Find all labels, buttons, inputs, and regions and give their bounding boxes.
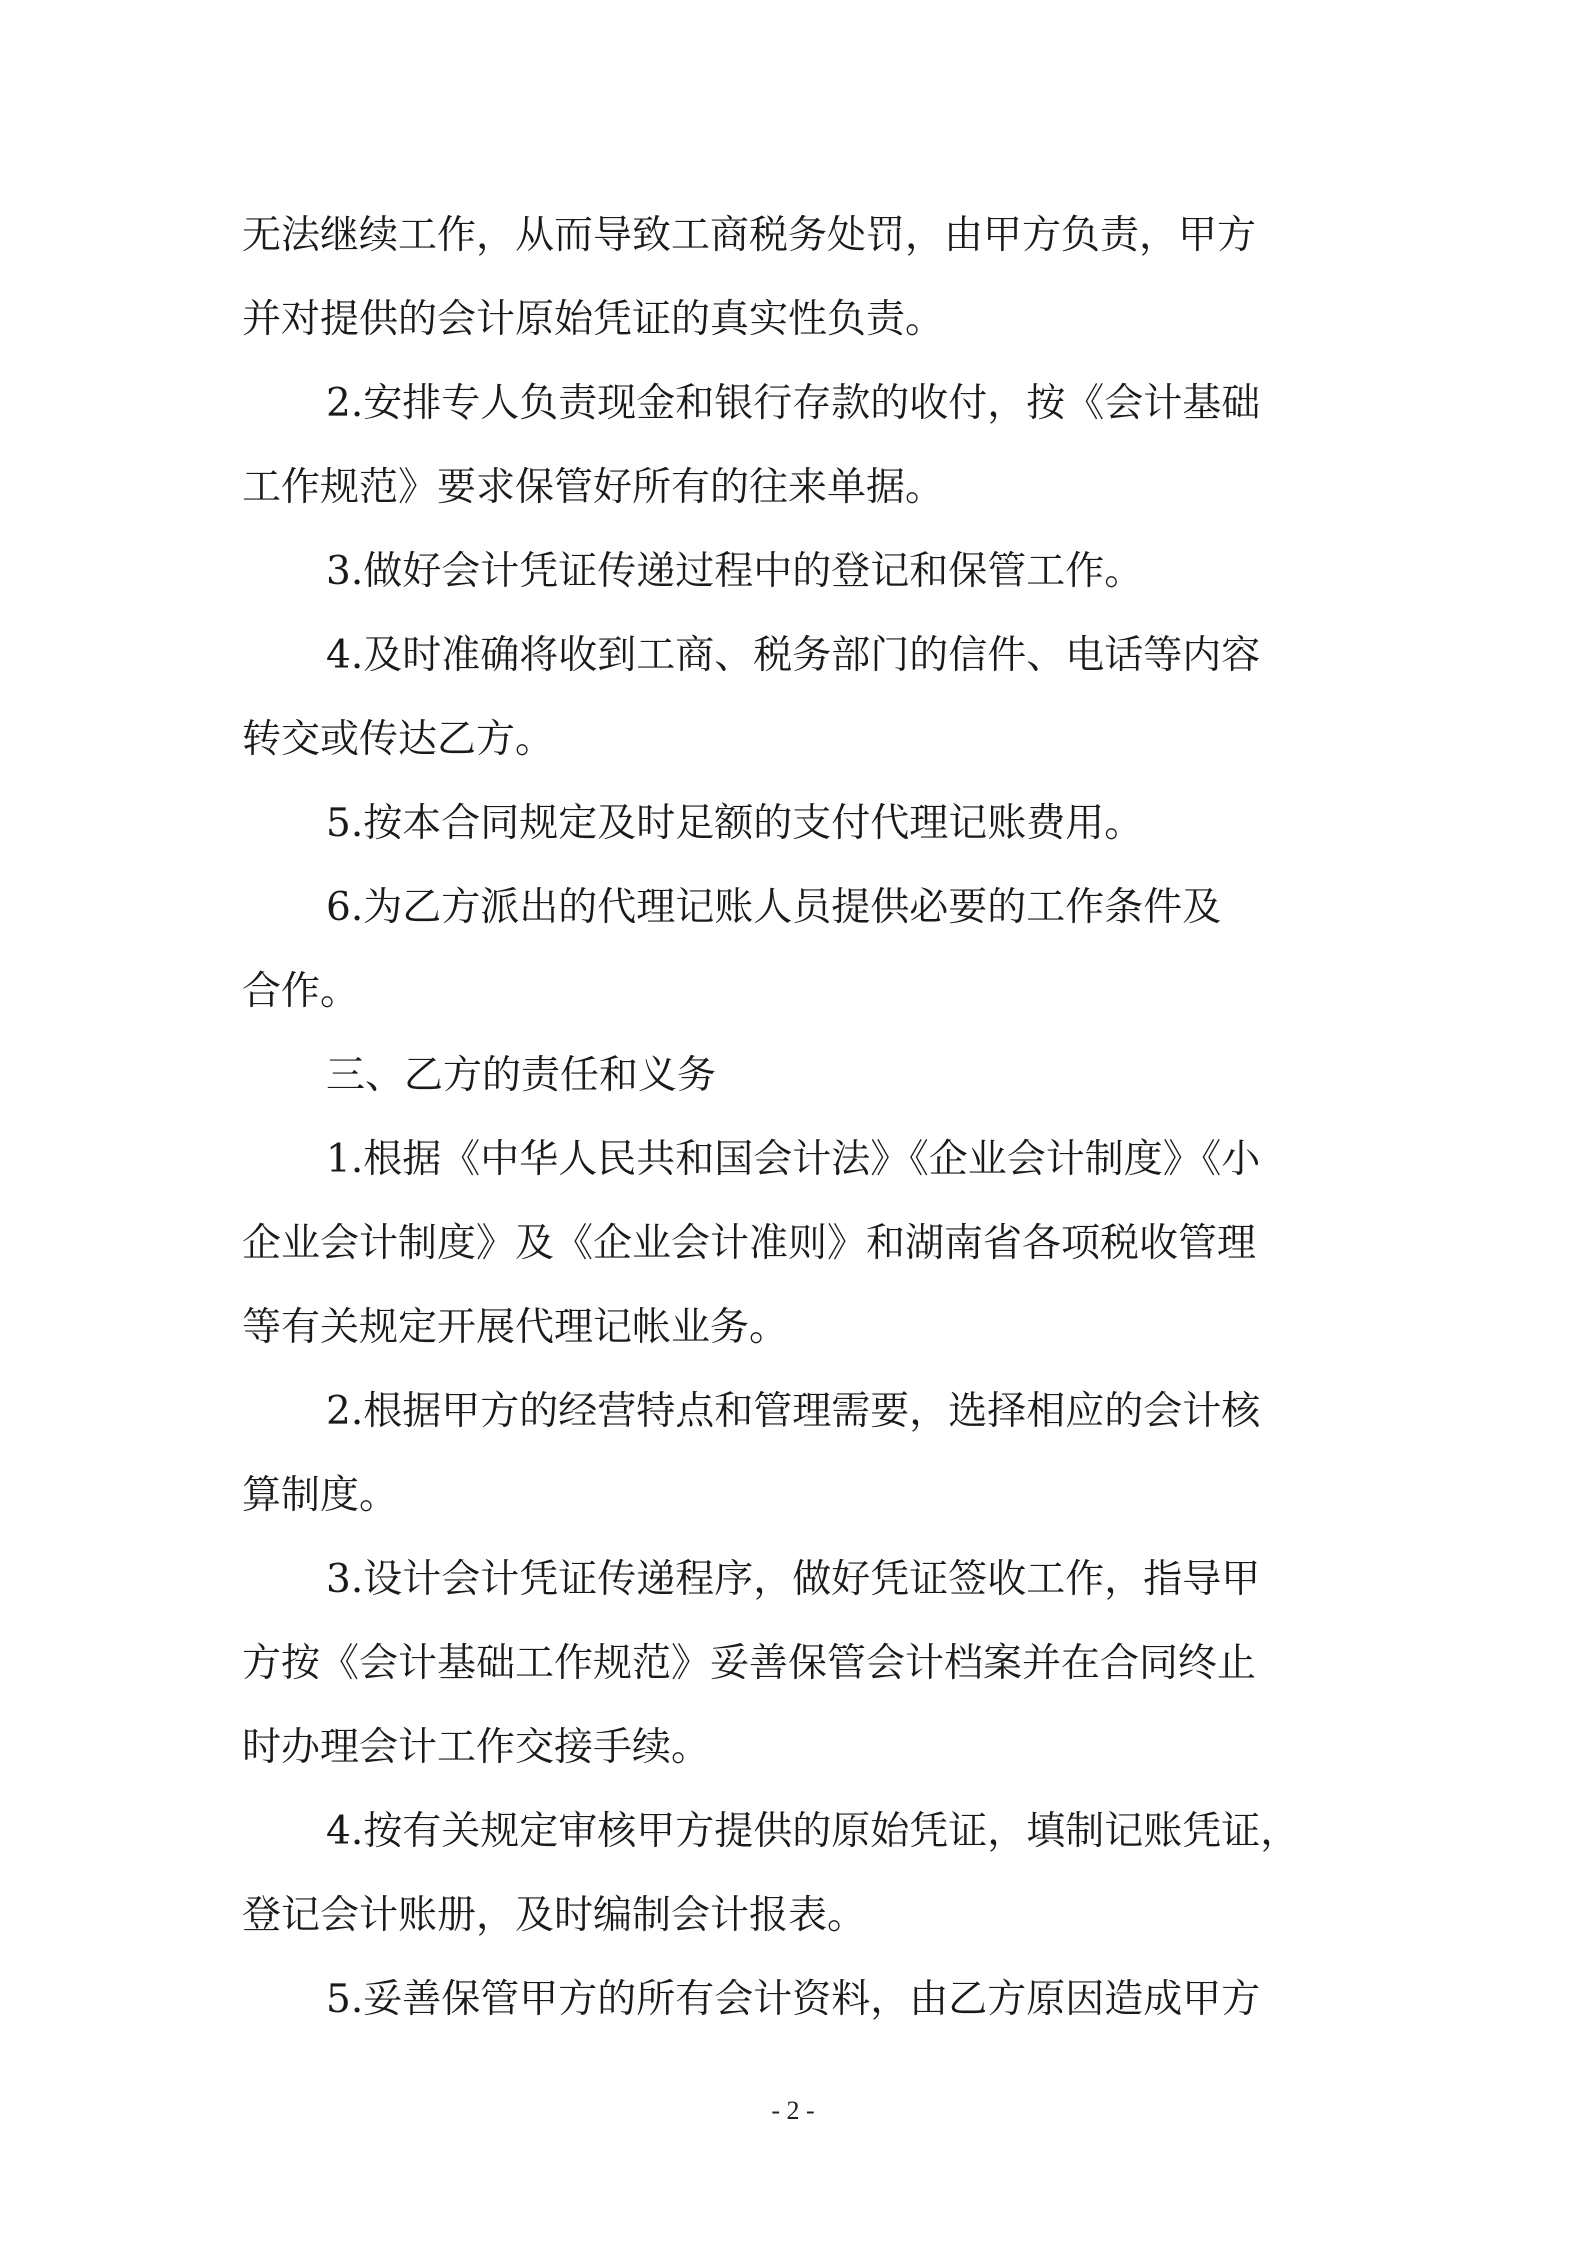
paragraph-line-22: 5.妥善保管甲方的所有会计资料，由乙方原因造成甲方 — [326, 1977, 1261, 2022]
paragraph-line-7: 转交或传达乙方。 — [242, 717, 555, 762]
paragraph-line-12: 1.根据《中华人民共和国会计法》《企业会计制度》《小 — [326, 1137, 1261, 1182]
paragraph-line-5: 3.做好会计凭证传递过程中的登记和保管工作。 — [326, 549, 1144, 594]
paragraph-line-13: 企业会计制度》及《企业会计准则》和湖南省各项税收管理 — [242, 1221, 1257, 1266]
paragraph-line-6: 4.及时准确将收到工商、税务部门的信件、电话等内容 — [326, 633, 1261, 678]
paragraph-line-19: 时办理会计工作交接手续。 — [242, 1725, 711, 1770]
paragraph-line-16: 算制度。 — [242, 1473, 399, 1518]
paragraph-line-20: 4.按有关规定审核甲方提供的原始凭证，填制记账凭证， — [326, 1809, 1300, 1854]
paragraph-line-15: 2.根据甲方的经营特点和管理需要，选择相应的会计核 — [326, 1389, 1261, 1434]
paragraph-line-21: 登记会计账册，及时编制会计报表。 — [242, 1893, 867, 1938]
paragraph-line-3: 2.安排专人负责现金和银行存款的收付，按《会计基础 — [326, 381, 1261, 426]
page-number: - 2 - — [771, 2096, 815, 2125]
section-heading: 三、乙方的责任和义务 — [326, 1053, 717, 1098]
paragraph-line-10: 合作。 — [242, 969, 360, 1014]
paragraph-line-14: 等有关规定开展代理记帐业务。 — [242, 1305, 789, 1350]
paragraph-line-18: 方按《会计基础工作规范》妥善保管会计档案并在合同终止 — [242, 1641, 1257, 1686]
paragraph-line-17: 3.设计会计凭证传递程序，做好凭证签收工作，指导甲 — [326, 1557, 1261, 1602]
paragraph-line-4: 工作规范》要求保管好所有的往来单据。 — [242, 465, 945, 510]
paragraph-line-9: 6.为乙方派出的代理记账人员提供必要的工作条件及 — [326, 885, 1222, 930]
paragraph-line-2: 并对提供的会计原始凭证的真实性负责。 — [242, 297, 945, 342]
paragraph-line-8: 5.按本合同规定及时足额的支付代理记账费用。 — [326, 801, 1144, 846]
paragraph-line-1: 无法继续工作，从而导致工商税务处罚，由甲方负责，甲方 — [242, 213, 1257, 258]
